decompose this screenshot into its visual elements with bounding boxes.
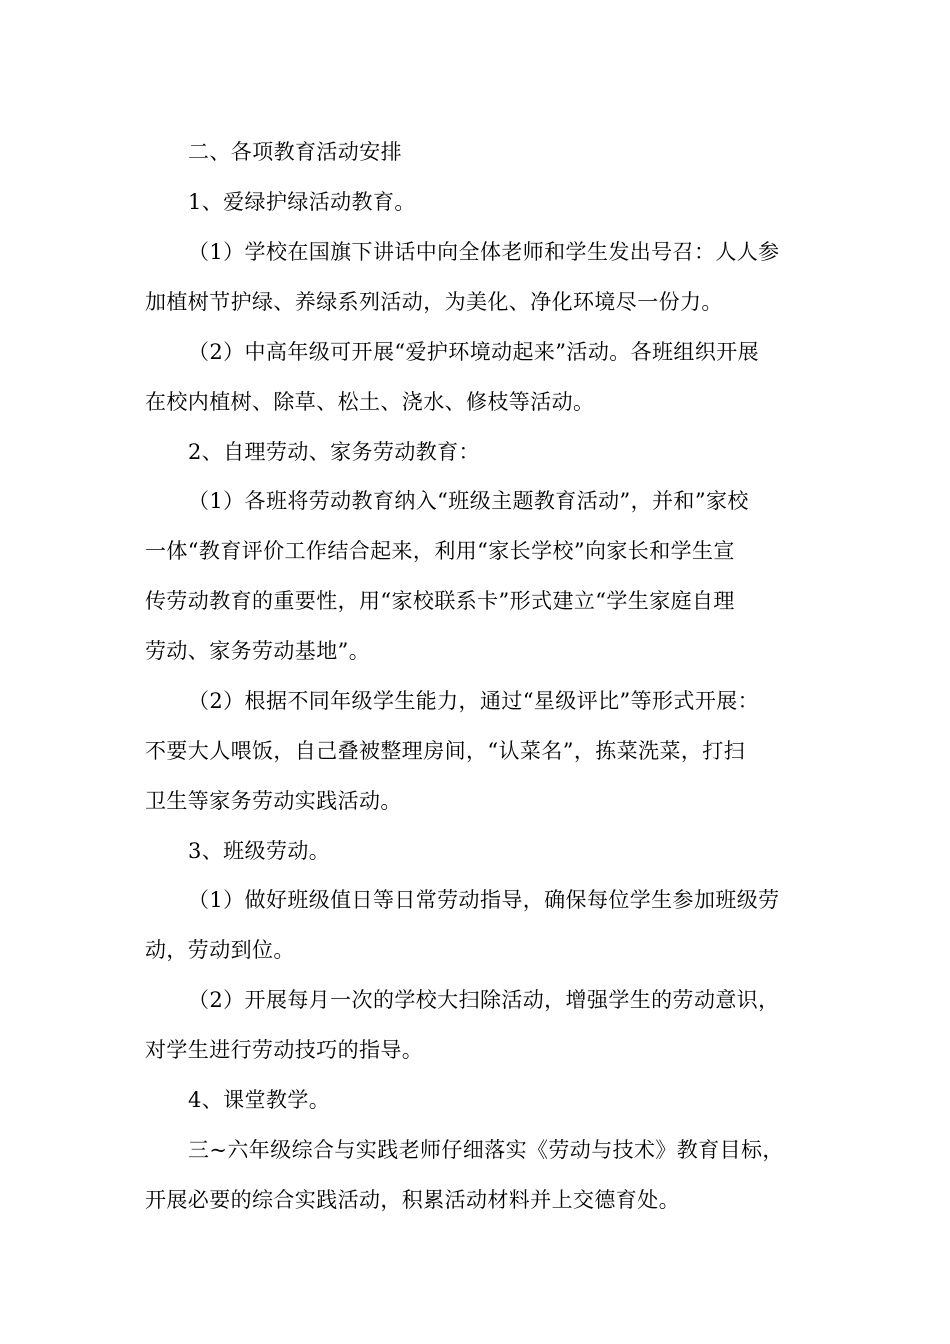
section-heading: 二、各项教育活动安排: [188, 140, 402, 164]
paragraph-line: （1）学校在国旗下讲话中向全体老师和学生发出号召：人人参: [188, 240, 780, 264]
paragraph-line: 不要大人喂饭，自己叠被整理房间，“认菜名”，拣菜洗菜，打扫: [145, 739, 746, 763]
paragraph-line: 开展必要的综合实践活动，积累活动材料并上交德育处。: [145, 1188, 680, 1212]
paragraph-line: 加植树节护绿、养绿系列活动，为美化、净化环境尽一份力。: [145, 290, 723, 314]
paragraph-line: （2）开展每月一次的学校大扫除活动，增强学生的劳动意识，: [188, 988, 780, 1012]
paragraph-line: 传劳动教育的重要性，用“家校联系卡”形式建立“学生家庭自理: [145, 589, 735, 613]
paragraph-line: 对学生进行劳动技巧的指导。: [145, 1038, 424, 1062]
paragraph-line: 一体“教育评价工作结合起来，利用“家长学校”向家长和学生宣: [145, 539, 735, 563]
paragraph-line: （2）中高年级可开展“爱护环境动起来”活动。各班组织开展: [188, 340, 760, 364]
paragraph-line: 卫生等家务劳动实践活动。: [145, 789, 402, 813]
paragraph-line: （2）根据不同年级学生能力，通过“星级评比”等形式开展：: [188, 689, 760, 713]
subsection-heading: 1、爱绿护绿活动教育。: [188, 190, 416, 214]
paragraph-line: 动，劳动到位。: [145, 938, 295, 962]
paragraph-line: 在校内植树、除草、松土、浇水、修枝等活动。: [145, 390, 595, 414]
paragraph-line: 三~六年级综合与实践老师仔细落实《劳动与技术》教育目标，: [188, 1138, 784, 1162]
subsection-heading: 2、自理劳动、家务劳动教育：: [188, 440, 480, 464]
paragraph-line: （1）各班将劳动教育纳入“班级主题教育活动”，并和”家校: [188, 489, 749, 513]
paragraph-line: （1）做好班级值日等日常劳动指导，确保每位学生参加班级劳: [188, 888, 780, 912]
paragraph-line: 劳动、家务劳动基地”。: [145, 639, 371, 663]
subsection-heading: 3、班级劳动。: [188, 839, 331, 863]
subsection-heading: 4、课堂教学。: [188, 1088, 331, 1112]
